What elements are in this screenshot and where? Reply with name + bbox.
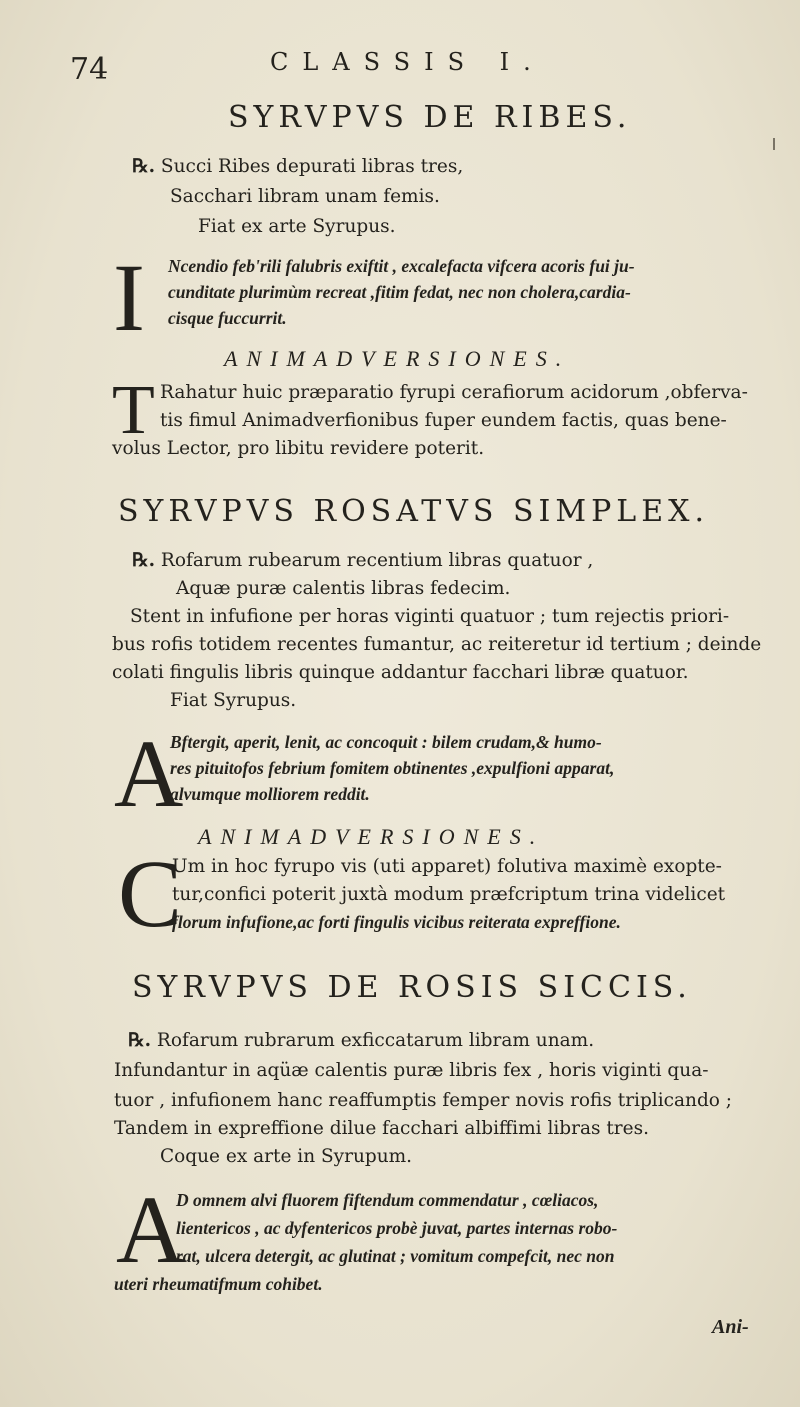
drop-cap: T — [112, 372, 155, 449]
rx-line: Coque ex arte in Syrupum. — [160, 1146, 413, 1167]
rx-line: ℞. Rofarum rubearum recentium libras quatuor , — [132, 550, 594, 571]
note-line: tis fimul Animadverfionibus fuper eundem factis, quas bene- — [160, 410, 727, 431]
virtue-line: cunditate plurimùm recreat ,fitim fedat, nec non cholera,cardia- — [168, 282, 631, 302]
rx-line: Stent in infufione per horas viginti quatuor ; tum rejectis priori- — [130, 606, 730, 627]
rx-symbol: ℞. — [132, 156, 156, 177]
section-subheading: ANIMADVERSIONES. — [198, 824, 545, 849]
virtue-line: Ncendio feb'rili falubris exiftit , excalefacta vifcera acoris fui ju- — [168, 256, 635, 276]
page-number: 74 — [70, 52, 109, 87]
note-line: florum infufione,ac forti fingulis vicibus reiterata expreffione. — [172, 912, 621, 932]
note-line: volus Lector, pro libitu revidere poterit. — [112, 438, 485, 459]
recipe-title: SYRVPVS ROSATVS SIMPLEX. — [118, 494, 710, 529]
recipe-title: SYRVPVS DE ROSIS SICCIS. — [132, 970, 692, 1005]
virtue-line: lientericos , ac dyfentericos probè juvat, partes internas robo- — [176, 1218, 618, 1238]
rx-symbol: ℞. — [128, 1030, 152, 1051]
rx-line: Fiat Syrupus. — [170, 690, 297, 711]
note-line: Rahatur huic præparatio fyrupi cerafiorum acidorum ,obferva- — [160, 382, 748, 403]
rx-line: tuor , infufionem hanc reaffumptis femper novis rofis triplicando ; — [114, 1090, 733, 1111]
rx-line: colati fingulis libris quinque addantur facchari libræ quatuor. — [112, 662, 689, 683]
rx-line: bus rofis totidem recentes fumantur, ac reiteretur id tertium ; deinde — [112, 634, 762, 655]
recipe-title: SYRVPVS DE RIBES. — [228, 100, 632, 135]
rx-line: ℞. Succi Ribes depurati libras tres, — [132, 156, 464, 177]
drop-cap: A — [114, 720, 184, 827]
virtue-line: alvumque molliorem reddit. — [170, 784, 370, 804]
virtue-line: cisque fuccurrit. — [168, 308, 287, 328]
virtue-line: rat, ulcera detergit, ac glutinat ; vomitum compefcit, nec non — [176, 1246, 615, 1266]
rx-line: Aquæ puræ calentis libras fedecim. — [176, 578, 511, 599]
section-subheading: ANIMADVERSIONES. — [224, 346, 571, 371]
virtue-line: uteri rheumatifmum cohibet. — [114, 1274, 323, 1294]
margin-mark — [773, 138, 775, 150]
drop-cap: C — [118, 840, 183, 947]
drop-cap: A — [116, 1176, 186, 1283]
note-line: tur,confici poterit juxtà modum præfcriptum trina videlicet — [172, 884, 726, 905]
note-line: Um in hoc fyrupo vis (uti apparet) folutiva maximè exopte- — [172, 856, 722, 877]
virtue-line: res pituitofos febrium fomitem obtinentes ,expulfioni apparat, — [170, 758, 615, 778]
rx-line: Tandem in expreffione dilue facchari albiffimi libras tres. — [114, 1118, 649, 1139]
rx-line: ℞. Rofarum rubrarum exficcatarum libram unam. — [128, 1030, 595, 1051]
rx-line: Infundantur in aqüæ calentis puræ libris fex , horis viginti qua- — [114, 1060, 709, 1081]
virtue-line: Bftergit, aperit, lenit, ac concoquit : bilem crudam,& humo- — [170, 732, 602, 752]
running-head: CLASSIS I. — [270, 48, 545, 76]
rx-symbol: ℞. — [132, 550, 156, 571]
catchword: Ani- — [712, 1316, 749, 1338]
drop-cap: I — [113, 244, 145, 351]
virtue-line: D omnem alvi fluorem fiftendum commendatur , cœliacos, — [176, 1190, 599, 1210]
rx-line: Sacchari libram unam femis. — [170, 186, 440, 207]
rx-line: Fiat ex arte Syrupus. — [198, 216, 396, 237]
